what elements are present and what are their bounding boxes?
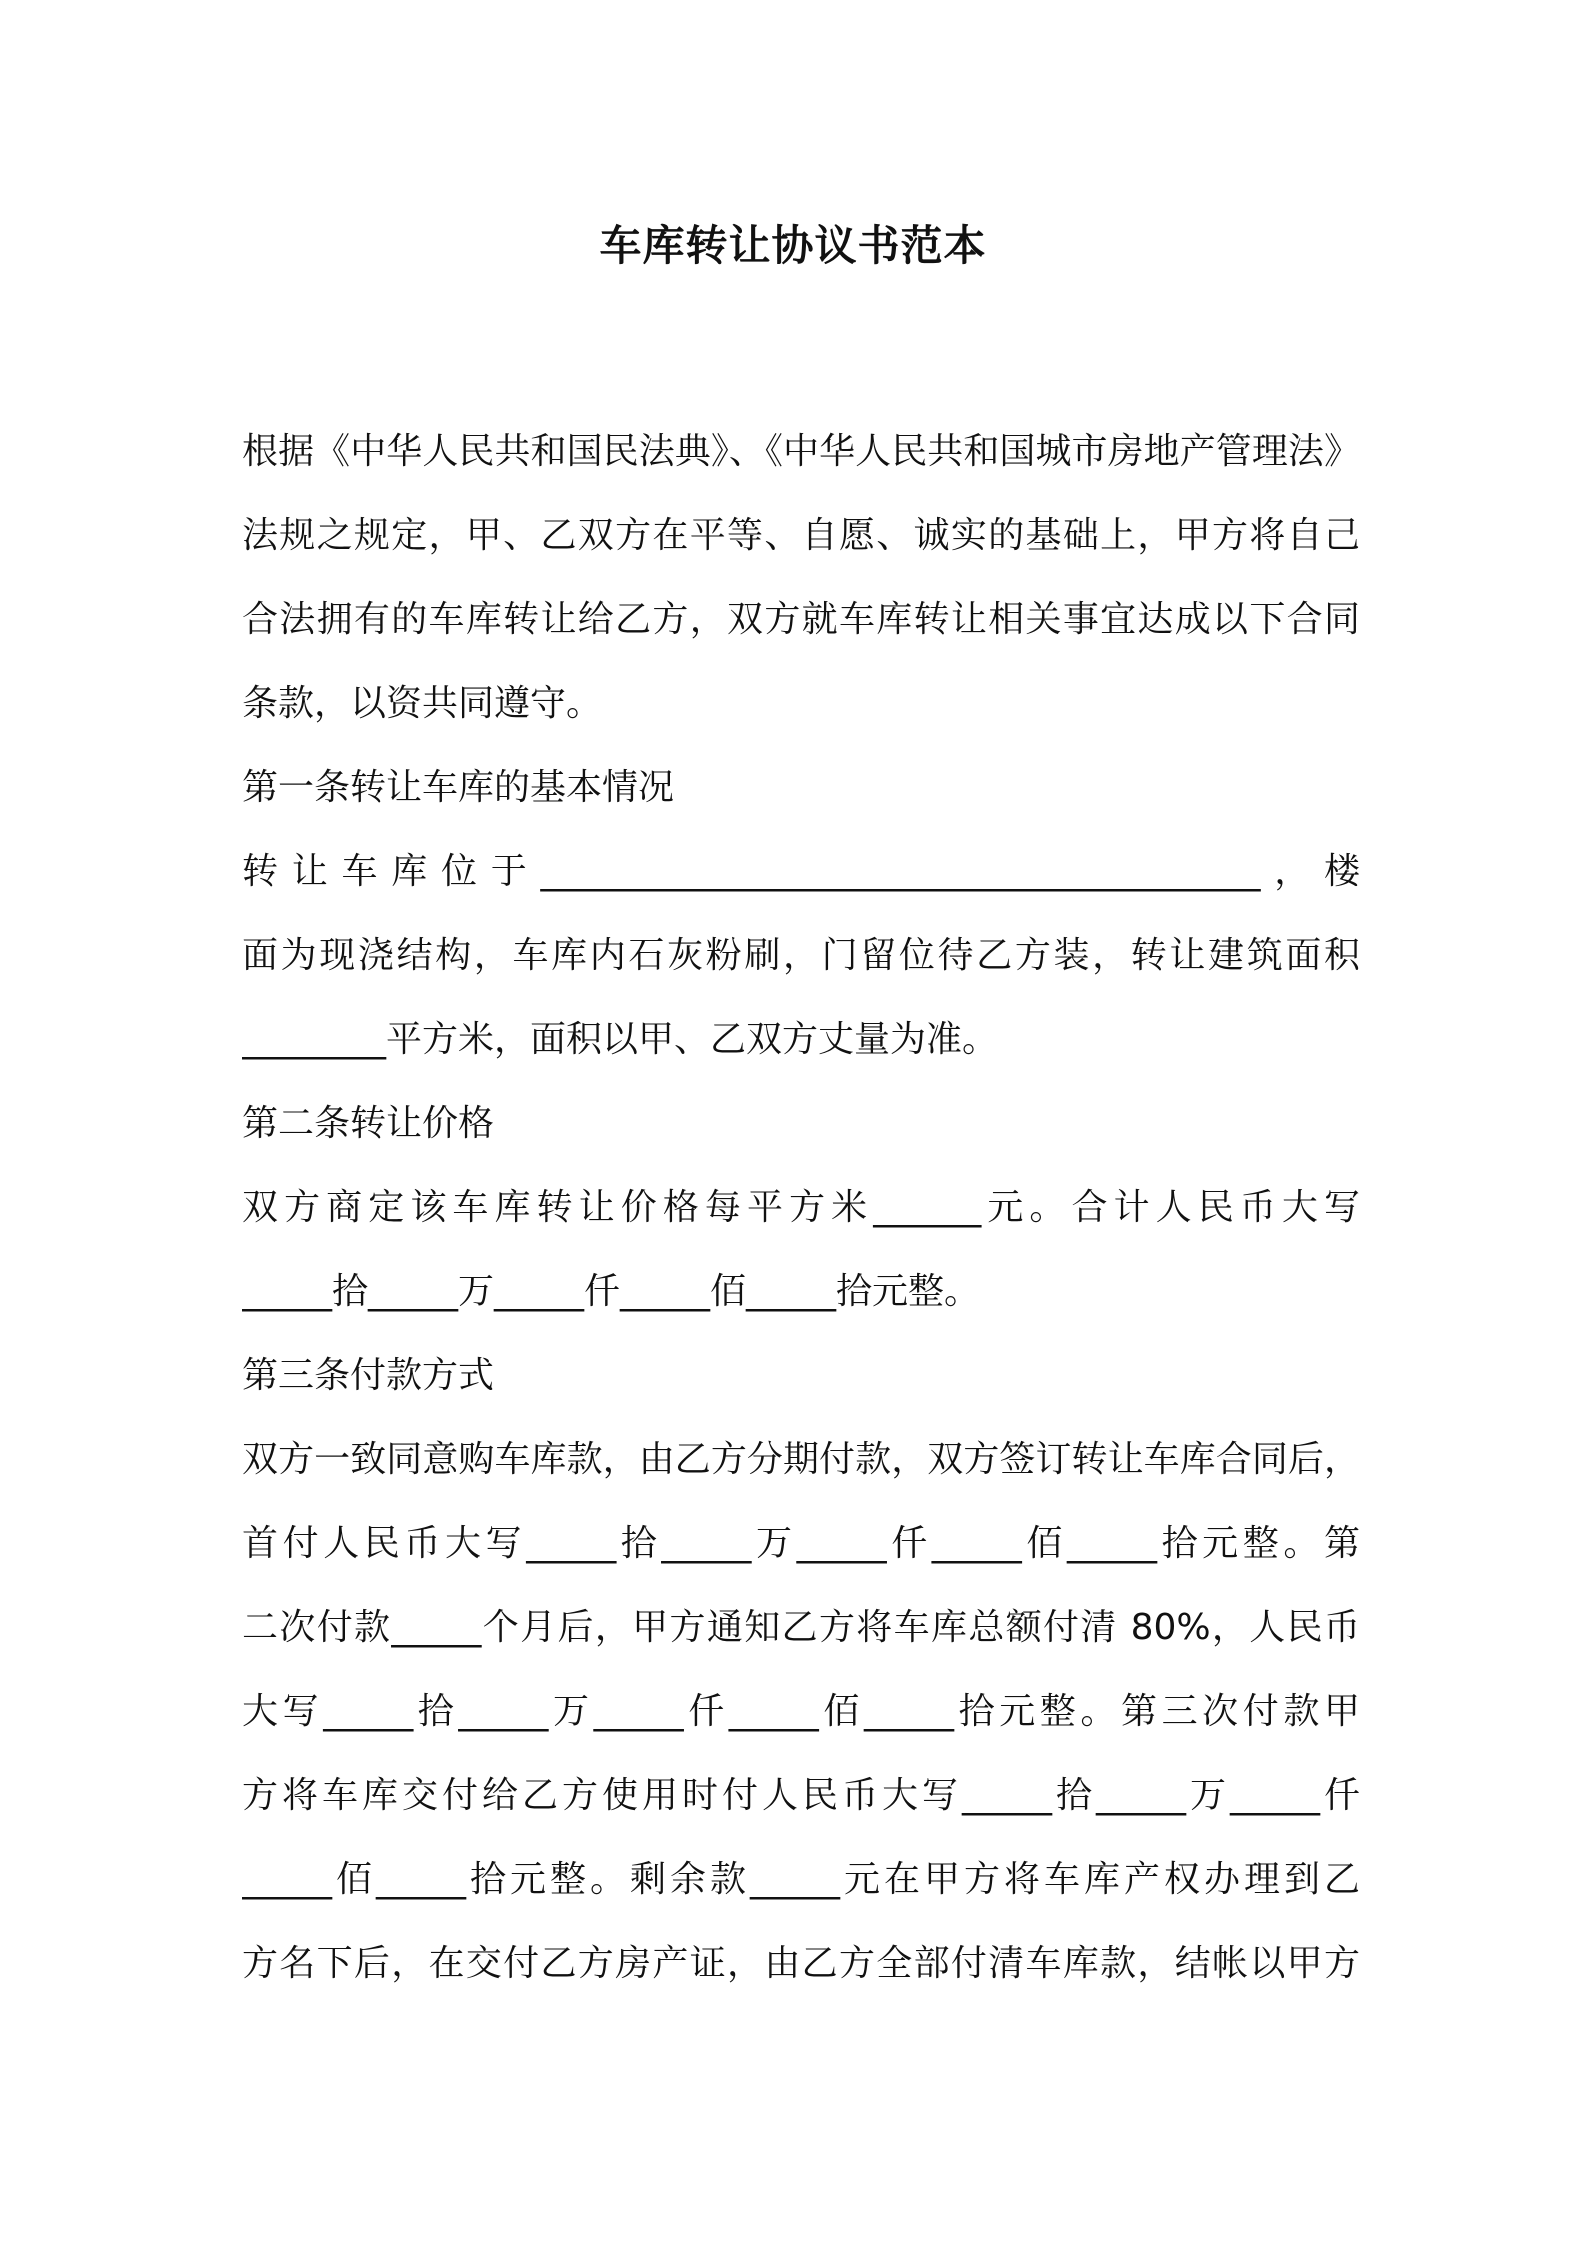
- paragraph-line: ________平方米，面积以甲、乙双方丈量为准。: [242, 1019, 999, 1060]
- paragraph-line: 转让车库位于________________________________________，楼: [242, 851, 1360, 892]
- paragraph-line: 第一条转让车库的基本情况: [242, 767, 675, 808]
- paragraph-line: 第三条付款方式: [242, 1355, 495, 1396]
- paragraph-line: 面为现浇结构，车库内石灰粉刷，门留位待乙方装，转让建筑面积: [242, 935, 1360, 976]
- paragraph-line: 二次付款_____个月后，甲方通知乙方将车库总额付清 80%，人民币: [242, 1607, 1360, 1648]
- paragraph-line: 方名下后，在交付乙方房产证，由乙方全部付清车库款，结帐以甲方: [242, 1943, 1360, 1984]
- paragraph-line: 法规之规定，甲、乙双方在平等、自愿、诚实的基础上，甲方将自己: [242, 515, 1360, 556]
- paragraph-line: 双方商定该车库转让价格每平方米______元。合计人民币大写: [242, 1187, 1360, 1228]
- paragraph-line: 根据《中华人民共和国民法典》、《中华人民共和国城市房地产管理法》: [242, 431, 1360, 472]
- paragraph-line: 大写_____拾_____万_____仟_____佰_____拾元整。第三次付款甲: [242, 1691, 1360, 1732]
- paragraph-line: 第二条转让价格: [242, 1103, 495, 1144]
- document-body: [242, 410, 1360, 2006]
- paragraph-line: 方将车库交付给乙方使用时付人民币大写_____拾_____万_____仟: [242, 1775, 1360, 1816]
- paragraph-line: 合法拥有的车库转让给乙方，双方就车库转让相关事宜达成以下合同: [242, 599, 1360, 640]
- paragraph-line: 双方一致同意购车库款，由乙方分期付款，双方签订转让车库合同后，: [242, 1439, 1360, 1480]
- paragraph-line: 首付人民币大写_____拾_____万_____仟_____佰_____拾元整。第: [242, 1523, 1360, 1564]
- paragraph-line: 条款，以资共同遵守。: [242, 683, 603, 724]
- paragraph-line: _____佰_____拾元整。剩余款_____元在甲方将车库产权办理到乙: [242, 1859, 1360, 1900]
- document-title: 车库转让协议书范本: [599, 221, 987, 270]
- paragraph-line: _____拾_____万_____仟_____佰_____拾元整。: [242, 1271, 981, 1312]
